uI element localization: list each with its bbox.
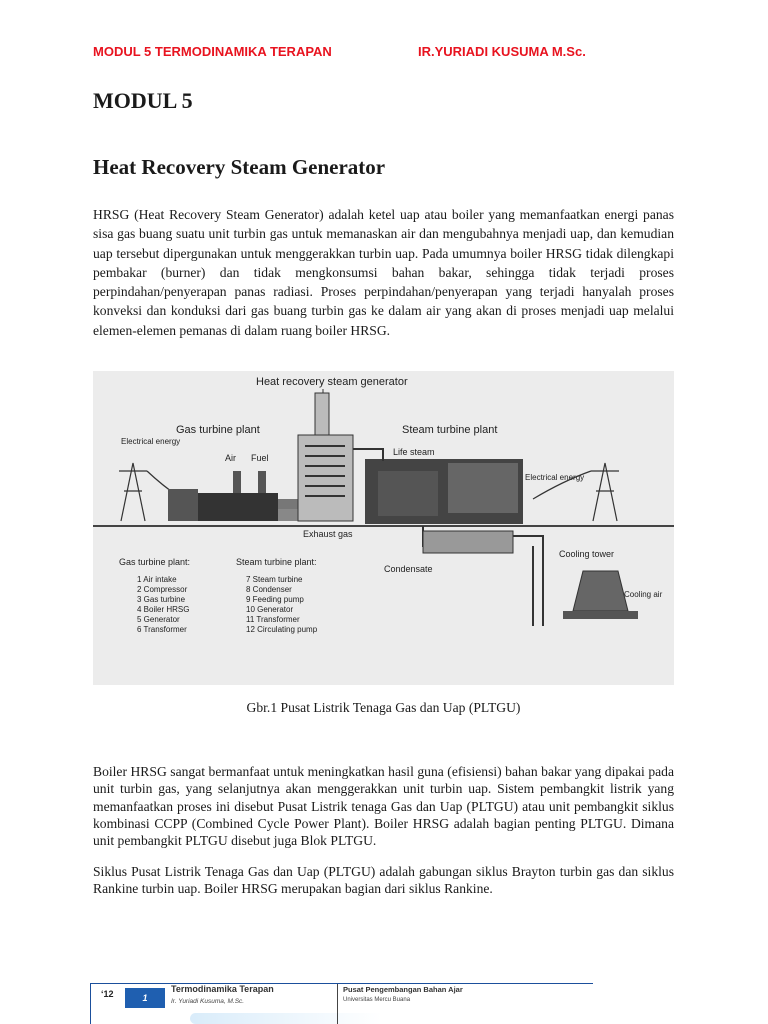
label-cooling-air: Cooling air — [624, 590, 663, 599]
footer-course: Termodinamika Terapan — [171, 984, 274, 994]
paragraph-pltgu-cycle: Siklus Pusat Listrik Tenaga Gas dan Uap (PLTGU) adalah gabungan siklus Brayton turbin gas dan siklus Rankine turbin uap. Boiler HRSG merupakan bagian dari siklus Rankine. — [93, 864, 674, 897]
header-author: IR.YURIADI KUSUMA M.Sc. — [418, 44, 586, 59]
footer-top-rule — [90, 983, 593, 984]
page-footer — [0, 975, 768, 1024]
legend-gas-item: 6 Transformer — [137, 625, 187, 634]
legend-steam-item: 11 Transformer — [246, 615, 300, 624]
label-electrical-energy-left: Electrical energy — [121, 437, 181, 446]
footer-university: Universitas Mercu Buana — [343, 997, 411, 1003]
paragraph-hrsg-benefit: Boiler HRSG sangat bermanfaat untuk meningkatkan hasil guna (efisiensi) bahan bakar yang dipakai pada unit turbin gas, yang selanjutnya akan menggerakkan unit turbin uap. Sistem pembangkit listrik yang memanfaatkan proses ini disebut Pusat Listrik tenaga Gas dan Uap (PLTGU) atau unit pembangkit siklus kombinasi CCPP (Combined Cycle Power Plant). Boiler HRSG adalah bagian penting PLTGU. Dimana unit pembangkit PLTGU disebut juga Blok PLTGU. — [93, 764, 674, 849]
pltgu-diagram — [93, 371, 674, 685]
footer-decoration — [190, 1013, 510, 1024]
steam-turbine-unit — [365, 459, 523, 524]
label-life-steam: Life steam — [393, 447, 435, 457]
label-electrical-energy-right: Electrical energy — [525, 473, 585, 482]
legend-gas-item: 5 Generator — [137, 615, 180, 624]
transmission-tower-right-icon — [533, 463, 619, 521]
label-air: Air — [225, 453, 236, 463]
paragraph-intro: HRSG (Heat Recovery Steam Generator) adalah ketel uap atau boiler yang memanfaatkan energi panas sisa gas buang suatu unit turbin gas untuk memanaskan air dan mengubahnya menjadi uap, dan kemudian uap tersebut dipergunakan untuk menggerakkan turbin uap. Pada umumnya boiler HRSG tidak dilengkapi pembakar (burner) dan tidak mengkonsumsi bahan bakar, sehingga tidak terjadi proses perpindahan/penyerapan panas radiasi. Proses perpindahan/penyerapan yang terjadi hanyalah proses konveksi dan konduksi dari gas buang turbin gas ke dalam air yang akan di proses menjadi uap melalui elemen-elemen pemanas di dalam ruang boiler HRSG. — [93, 207, 674, 338]
label-gas-turbine-plant: Gas turbine plant — [176, 424, 260, 436]
legend-steam-item: 9 Feeding pump — [246, 595, 304, 604]
legend-steam-item: 10 Generator — [246, 605, 294, 614]
label-cooling-tower: Cooling tower — [559, 549, 615, 559]
label-condensate: Condensate — [384, 564, 433, 574]
page-title: Heat Recovery Steam Generator — [93, 155, 386, 179]
condenser — [423, 531, 513, 553]
hrsg-boiler — [298, 393, 353, 521]
legend-gas-item: 1 Air intake — [137, 575, 177, 584]
label-fuel: Fuel — [251, 453, 269, 463]
legend-gas-item: 4 Boiler HRSG — [137, 605, 190, 614]
header-module-title: MODUL 5 TERMODINAMIKA TERAPAN — [93, 44, 332, 59]
module-label: MODUL 5 — [93, 88, 193, 113]
page-number: 1 — [125, 988, 165, 1008]
footer-author: Ir. Yuriadi Kusuma, M.Sc. — [171, 998, 245, 1005]
pltgu-diagram-figure — [93, 371, 674, 685]
legend-gas-item: 2 Compressor — [137, 585, 188, 594]
legend-gas-item: 3 Gas turbine — [137, 595, 186, 604]
label-steam-turbine-plant: Steam turbine plant — [402, 424, 498, 436]
legend-steam-item: 12 Circulating pump — [246, 625, 318, 634]
label-exhaust-gas: Exhaust gas — [303, 529, 353, 539]
figure-caption: Gbr.1 Pusat Listrik Tenaga Gas dan Uap (PLTGU) — [246, 700, 521, 715]
legend-steam-title: Steam turbine plant: — [236, 557, 317, 567]
footer-institution: Pusat Pengembangan Bahan Ajar — [343, 985, 463, 994]
legend-steam-item: 7 Steam turbine — [246, 575, 303, 584]
footer-left-rule — [90, 983, 91, 1024]
footer-year: ‘12 — [101, 989, 114, 999]
diagram-title: Heat recovery steam generator — [256, 376, 408, 388]
footer-separator — [337, 984, 338, 1024]
legend-steam-item: 8 Condenser — [246, 585, 292, 594]
legend-gas-title: Gas turbine plant: — [119, 557, 191, 567]
